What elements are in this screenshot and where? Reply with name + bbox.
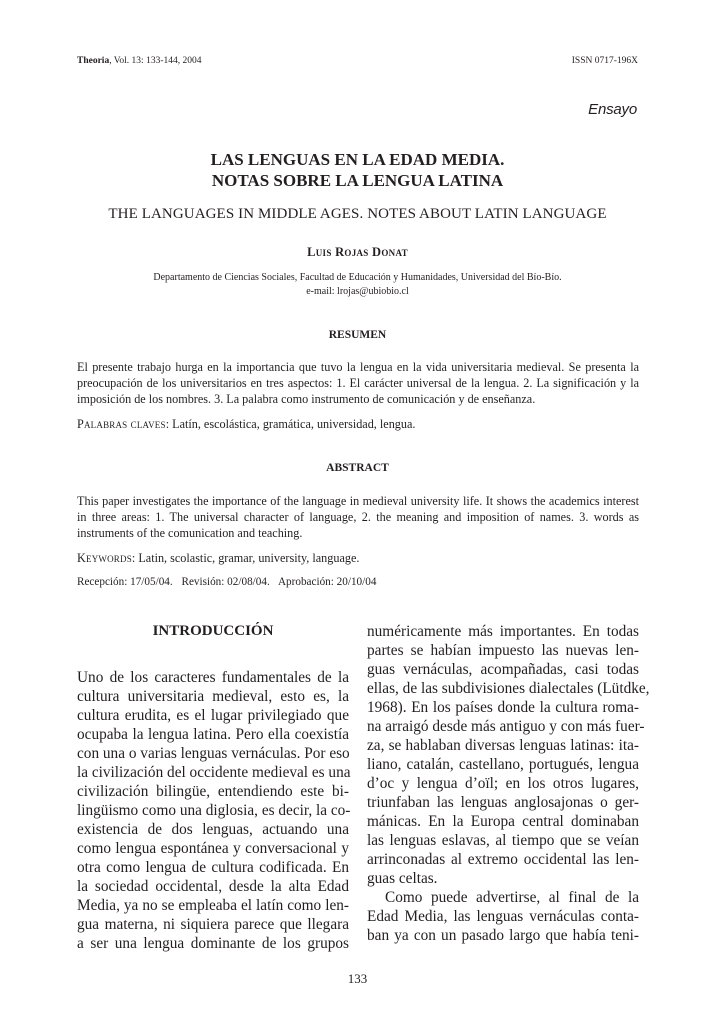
author-name: Luis Rojas Donat xyxy=(307,245,408,259)
author-affiliation xyxy=(0,271,715,299)
text-line: a ser una lengua dominante de los grupos xyxy=(77,935,349,952)
abstract-text: This paper investigates the importance of the language in medieval university life. It shows the academics interest in three areas: 1. The universal character of language, 2. the meaning and imposition of names. 3. words as instruments of the comunication and teaching. xyxy=(77,494,639,540)
text-line: existencia de dos lenguas, actuando una xyxy=(77,821,349,838)
text-line: guas vernáculas, acompañadas, casi todas xyxy=(367,661,639,678)
text-line: lingüismo como una diglosia, es decir, la co- xyxy=(77,802,351,819)
text-line: ban ya con un pasado largo que había teni- xyxy=(367,927,639,944)
paper-title xyxy=(0,149,715,191)
received-date: Recepción: 17/05/04. xyxy=(77,576,173,588)
text-line: Edad Media, las lenguas vernáculas conta- xyxy=(367,908,639,925)
keywords-list: : Latín, escolástica, gramática, universidad, lengua. xyxy=(165,417,416,431)
text-line: Como puede advertirse, al final de la xyxy=(385,889,639,906)
keywords-label: Palabras claves xyxy=(77,417,166,431)
text-line: liano, catalán, castellano, portugués, lengua xyxy=(367,756,639,773)
journal-name: Theoria xyxy=(77,56,110,66)
text-line: mánicas. En la Europa central dominaban xyxy=(367,813,639,830)
text-line: como lengua espontánea y conversacional y xyxy=(77,840,349,857)
text-line: na arraigó desde más antiguo y con más fuer- xyxy=(367,718,645,735)
text-line: cultura universitaria medieval, esto es, la xyxy=(77,688,349,705)
body-column-right xyxy=(367,622,650,945)
text-line: triunfaban las lenguas anglosajonas o ger- xyxy=(367,794,639,811)
title-line-2: NOTAS SOBRE LA LENGUA LATINA xyxy=(211,171,504,190)
resumen-keywords xyxy=(77,416,639,432)
text-line: ocupaba la lengua latina. Pero ella coexistía xyxy=(77,726,349,743)
text-line: gua materna, ni siquiera parece que llegara xyxy=(77,916,349,933)
body-paragraph xyxy=(367,622,650,888)
section-label: Ensayo xyxy=(588,101,637,118)
body-column-left xyxy=(77,622,349,953)
journal-volume: , Vol. 13: 133-144, 2004 xyxy=(109,56,202,66)
affiliation-institution: Departamento de Ciencias Sociales, Facultad de Educación y Humanidades, Universidad del Bío-Bío. xyxy=(153,272,562,283)
text-line: Uno de los caracteres fundamentales de la xyxy=(77,669,349,686)
text-line: cultura erudita, es el lugar privilegiado que xyxy=(77,707,349,724)
text-line: otra como lengua de cultura codificada. En xyxy=(77,859,349,876)
body-paragraph xyxy=(367,888,639,945)
text-line: guas celtas. xyxy=(367,870,438,887)
resumen-heading: RESUMEN xyxy=(328,329,387,341)
keywords-label: Keywords xyxy=(77,551,132,565)
text-line: con una o varias lenguas vernáculas. Por eso xyxy=(77,745,350,762)
title-line-1: LAS LENGUAS EN LA EDAD MEDIA. xyxy=(210,150,505,169)
text-line: 1968). En los países donde la cultura roma- xyxy=(367,699,639,716)
resumen-text: El presente trabajo hurga en la importancia que tuvo la lengua en la vida universitaria medieval. Se presenta la preocupación de los universitarios en tres aspectos: 1. El carácter universal de la lengua. 2. La significación y la imposición de los nombres. 3. La palabra como instrumento de comunicación y de enseñanza. xyxy=(77,360,639,406)
introduction-heading: INTRODUCCIÓN xyxy=(152,623,274,639)
text-line: numéricamente más importantes. En todas xyxy=(367,623,639,640)
abstract-keywords xyxy=(77,550,639,566)
english-title: THE LANGUAGES IN MIDDLE AGES. NOTES ABOUT LATIN LANGUAGE xyxy=(108,206,607,222)
text-line: partes se habían impuesto las nuevas len- xyxy=(367,642,639,659)
submission-dates xyxy=(77,576,382,588)
text-line: ellas, de las subdivisiones dialectales (Lütdke, xyxy=(367,680,650,697)
revised-date: Revisión: 02/08/04. xyxy=(181,576,270,588)
text-line: arrinconadas al extremo occidental las len- xyxy=(367,851,639,868)
text-line: za, se hablaban diversas lenguas latinas: ita- xyxy=(367,737,639,754)
page-number: 133 xyxy=(347,971,368,986)
abstract-heading: ABSTRACT xyxy=(326,462,389,474)
author-email[interactable]: e-mail: lrojas@ubiobio.cl xyxy=(306,286,409,297)
text-line: la sociedad occidental, desde la alta Edad xyxy=(77,878,349,895)
keywords-list: : Latin, scolastic, gramar, university, language. xyxy=(131,551,360,565)
body-paragraph xyxy=(77,668,349,953)
text-line: d’oc y lengua d’oïl; en los otros lugares, xyxy=(367,775,639,792)
text-line: Media, ya no se empleaba el latín como len- xyxy=(77,897,349,914)
text-line: las lenguas eslavas, al tiempo que se veían xyxy=(367,832,639,849)
text-line: civilización bilingüe, entendiendo este bi- xyxy=(77,783,349,800)
issn: ISSN 0717-196X xyxy=(571,56,638,66)
text-line: la civilización del occidente medieval es una xyxy=(77,764,351,781)
journal-citation xyxy=(77,56,202,66)
approved-date: Aprobación: 20/10/04 xyxy=(277,576,377,588)
